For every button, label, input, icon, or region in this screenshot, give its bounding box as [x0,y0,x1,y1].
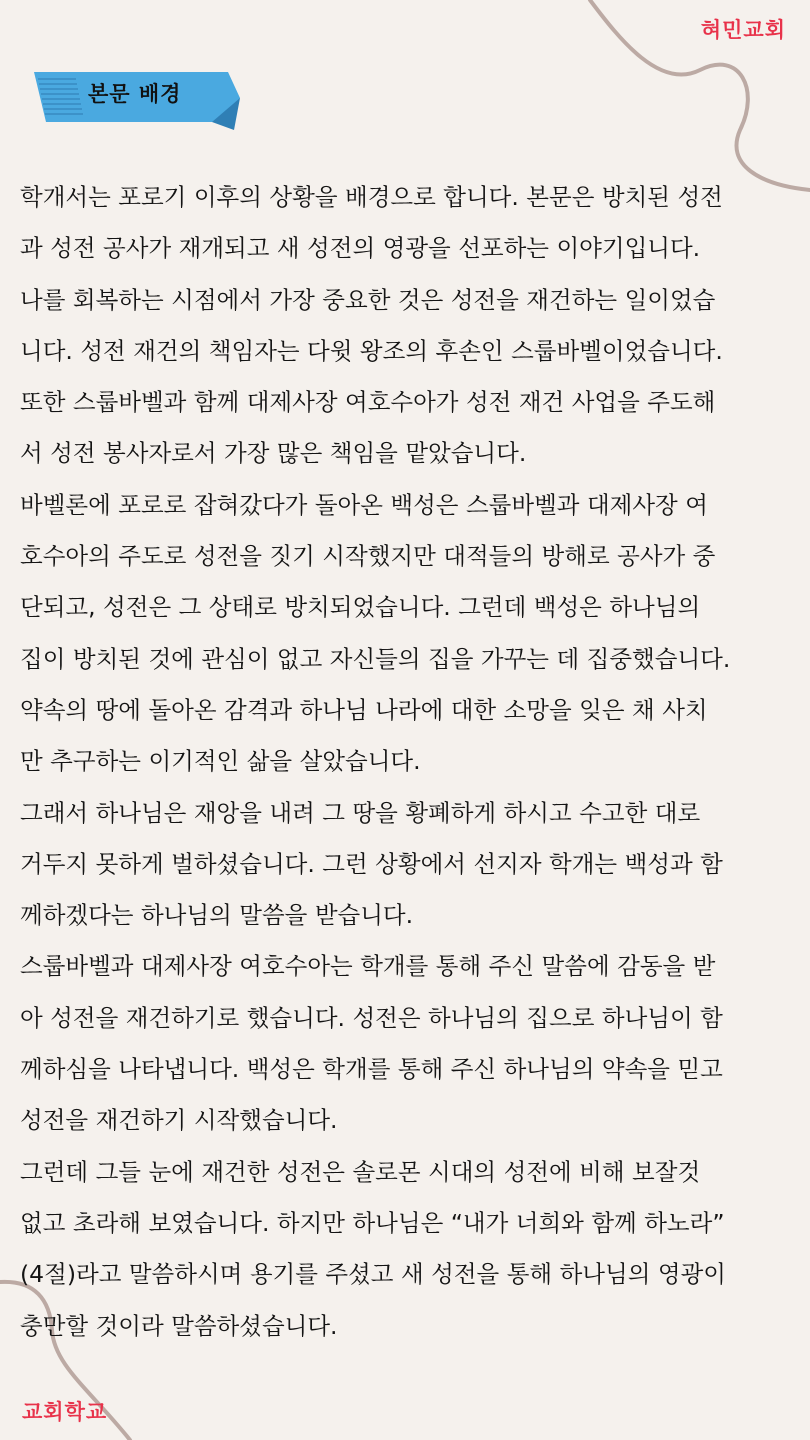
text-line: 과 성전 공사가 재개되고 새 성전의 영광을 선포하는 이야기입니다. [20,234,701,263]
text-line: 서 성전 봉사자로서 가장 많은 책임을 맡았습니다. [20,439,527,468]
text-line: (4절)라고 말씀하시며 용기를 주셨고 새 성전을 통해 하나님의 영광이 [20,1260,726,1289]
text-line: 거두지 못하게 벌하셨습니다. 그런 상황에서 선지자 학개는 백성과 함 [20,849,723,878]
text-line: 또한 스룹바벨과 함께 대제사장 여호수아가 성전 재건 사업을 주도해 [20,388,716,417]
text-line: 그래서 하나님은 재앙을 내려 그 땅을 황폐하게 하시고 수고한 대로 [20,798,701,827]
text-line: 나를 회복하는 시점에서 가장 중요한 것은 성전을 재건하는 일이었습 [20,285,716,314]
text-line: 스룹바벨과 대제사장 여호수아는 학개를 통해 주신 말씀에 감동을 받 [20,952,716,981]
text-line: 충만할 것이라 말씀하셨습니다. [20,1311,338,1340]
text-line: 성전을 재건하기 시작했습니다. [20,1106,338,1135]
text-line: 아 성전을 재건하기로 했습니다. 성전은 하나님의 집으로 하나님이 함 [20,1003,723,1032]
section-banner [32,70,242,132]
text-line: 단되고, 성전은 그 상태로 방치되었습니다. 그런데 백성은 하나님의 [20,593,701,622]
text-line: 니다. 성전 재건의 책임자는 다윗 왕조의 후손인 스룹바벨이었습니다. [20,336,723,365]
church-school-brand: 교회학교 [22,1400,108,1424]
text-line: 없고 초라해 보였습니다. 하지만 하나님은 “내가 너희와 함께 하노라” [20,1208,725,1237]
church-brand-top: 혀민교회 [700,18,786,42]
text-line: 그런데 그들 눈에 재건한 성전은 솔로몬 시대의 성전에 비해 보잘것 [20,1157,701,1186]
text-line: 학개서는 포로기 이후의 상황을 배경으로 합니다. 본문은 방치된 성전 [20,183,723,211]
text-line: 호수아의 주도로 성전을 짓기 시작했지만 대적들의 방해로 공사가 중 [20,542,716,571]
text-line: 께하심을 나타냅니다. 백성은 학개를 통해 주신 하나님의 약속을 믿고 [20,1055,723,1084]
text-line: 집이 방치된 것에 관심이 없고 자신들의 집을 가꾸는 데 집중했습니다. [20,644,731,673]
text-line: 만 추구하는 이기적인 삶을 살았습니다. [20,747,421,776]
section-title: 본문 배경 [88,82,182,106]
body-text [20,172,796,1352]
text-line: 약속의 땅에 돌아온 감격과 하나님 나라에 대한 소망을 잊은 채 사치 [20,695,708,724]
text-line: 바벨론에 포로로 잡혀갔다가 돌아온 백성은 스룹바벨과 대제사장 여 [20,490,708,519]
text-line: 께하겠다는 하나님의 말씀을 받습니다. [20,901,414,930]
